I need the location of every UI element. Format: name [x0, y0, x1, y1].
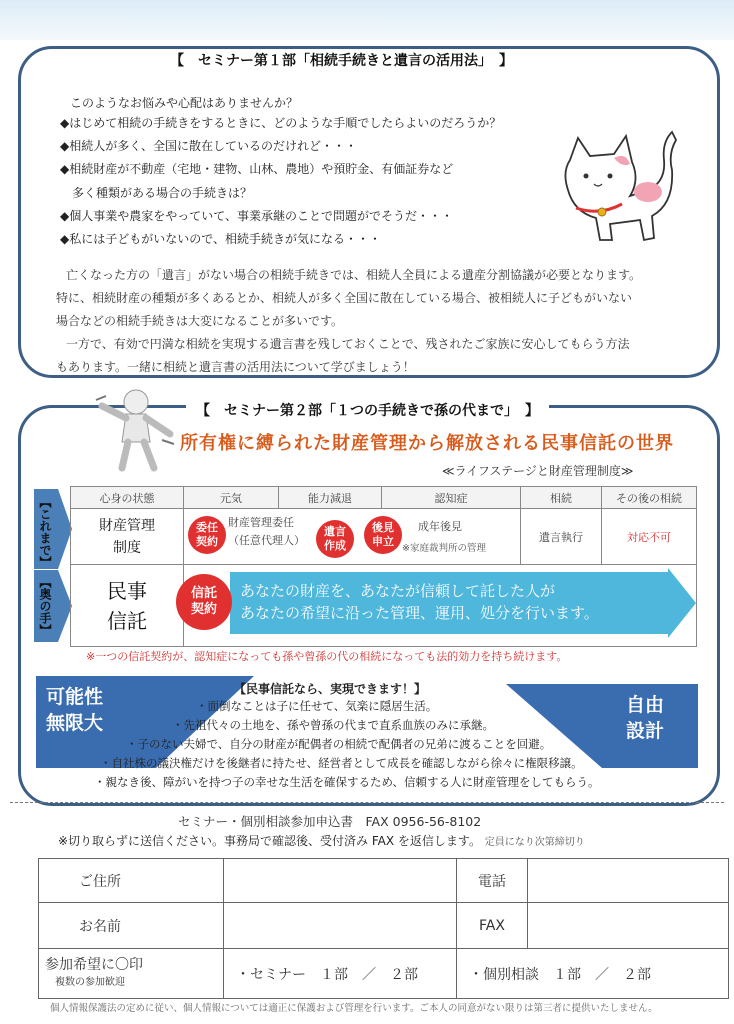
- participation-label: 参加希望に〇印: [45, 956, 143, 973]
- part1-title: 【 セミナー第１部「相続手続きと遺言の活用法」 】: [160, 50, 523, 70]
- row-label-property-management: 財産管理 制度: [71, 509, 184, 565]
- bullet-item: ◆個人事業や農家をやっていて、事業承継のことで問題がでそうだ・・・: [60, 208, 453, 223]
- trust-arrow-line2: あなたの希望に沿った管理、運用、処分を行います。: [240, 604, 599, 622]
- cell-inheritance: 遺言執行: [521, 509, 602, 565]
- col-header: 認知症: [382, 487, 521, 509]
- cat-illustration: [540, 120, 690, 250]
- breaking-chains-figure: [92, 384, 178, 474]
- cando-title: 【民事信託なら、実現できます！】: [234, 682, 427, 696]
- part1-bullet-list: [60, 112, 501, 251]
- address-label: ご住所: [39, 859, 224, 903]
- cut-line: [10, 802, 724, 803]
- form-note-deadline: 定員になり次第締切り: [484, 837, 585, 848]
- name-label: お名前: [39, 903, 224, 949]
- row-label-civil-trust: 民事 信託: [71, 565, 184, 647]
- part2-title: 【 セミナー第２部「１つの手続きで孫の代まで」 】: [186, 400, 549, 420]
- phone-field[interactable]: [528, 859, 729, 903]
- bullet-item: ◆私には子どもがいないので、相続手続きが気になる・・・: [60, 232, 381, 247]
- form-title: セミナー・個別相談参加申込書 FAX 0956-56-8102: [178, 814, 482, 829]
- bullet-item: ◆はじめて相続の手続きをするときに、どのような手順でしたらよいのだろうか？: [60, 116, 502, 130]
- top-band: [0, 0, 734, 40]
- text-court-note: ※家庭裁判所の管理: [402, 543, 486, 554]
- cando-item: ・親なき後、障がいを持つ子の幸せな生活を確保するため、信頼する人に財産管理をしてもらう。: [94, 775, 600, 789]
- left-banner-text: 可能性 無限大: [46, 686, 104, 734]
- application-form: [38, 858, 729, 999]
- cando-item: ・面倒なことは子に任せて、気楽に隠居生活。: [196, 699, 438, 713]
- text-delegation: 財産管理委任 （任意代理人）: [228, 516, 305, 547]
- form-note: [58, 832, 585, 849]
- col-header: 心身の状態: [71, 487, 184, 509]
- trust-note: ※一つの信託契約が、認知症になっても孫や曾孫の代の相続になっても法的効力を持ち続けます。: [86, 650, 568, 663]
- cando-item: ・自社株の議決権だけを後継者に持たせ、経営者として成長を確認しながら徐々に権限移譲。: [100, 756, 583, 770]
- band-label-trump: 【奥の手】: [38, 576, 52, 636]
- form-row-address: [39, 859, 729, 903]
- right-banner-text: 自由 設計: [626, 694, 665, 742]
- consult-option[interactable]: ・個別相談 １部 ／ ２部: [457, 949, 729, 999]
- circle-trust-contract: 信託 契約: [176, 574, 232, 630]
- col-header: 相続: [521, 487, 602, 509]
- seminar-option[interactable]: ・セミナー １部 ／ ２部: [224, 949, 457, 999]
- part1-para2-line1: 一方で、有効で円満な相続を実現する遺言書を残しておくことで、残されたご家族に安心してもらう方法: [66, 337, 630, 351]
- fax-label: FAX: [457, 903, 528, 949]
- cando-item: ・先祖代々の土地を、孫や曾孫の代まで直系血族のみに承継。: [172, 718, 494, 732]
- form-row-participation: [39, 949, 729, 999]
- phone-label: 電話: [457, 859, 528, 903]
- participation-label-cell: [39, 949, 224, 999]
- circle-guardianship-petition: 後見 申立: [364, 516, 402, 554]
- text-adult-guardianship: 成年後見: [418, 520, 462, 533]
- band-label-previous: 【これまで】: [38, 496, 52, 568]
- part2-subhead: ≪ライフステージと財産管理制度≫: [442, 464, 634, 478]
- address-field[interactable]: [224, 859, 457, 903]
- part1-para1-line3: 場合などの相続手続きは大変になることが多いです。: [56, 314, 344, 328]
- part1-para2-line2: もあります。一緒に相続と遺言書の活用法について学びましょう！: [56, 360, 415, 374]
- part1-intro: このようなお悩みや心配はありませんか？: [70, 96, 299, 110]
- privacy-footer: 個人情報保護法の定めに従い、個人情報については適正に保護および管理を行います。ご本人の同意がない限りは第三者に提供いたしません。: [50, 1003, 658, 1014]
- trust-arrow-line1: あなたの財産を、あなたが信頼して託した人が: [240, 582, 556, 600]
- bullet-item-continued: 多く種類がある場合の手続きは？: [72, 185, 253, 200]
- name-field[interactable]: [224, 903, 457, 949]
- col-header: 能力減退: [279, 487, 382, 509]
- bullet-item: ◆相続人が多く、全国に散在しているのだけれど・・・: [60, 139, 357, 154]
- bullet-item: ◆相続財産が不動産（宅地・建物、山林、農地）や預貯金、有価証券など: [60, 162, 454, 177]
- part1-para1-line1: 亡くなった方の「遺言」がない場合の相続手続きでは、相続人全員による遺産分割協議が必要となります。: [66, 268, 642, 282]
- participation-sublabel: 複数の参加歓迎: [55, 976, 125, 988]
- circle-will-creation: 遺言 作成: [316, 520, 354, 558]
- table-header-row: [71, 487, 697, 509]
- circle-delegation-contract: 委任 契約: [188, 516, 226, 554]
- part1-para1-line2: 特に、相続財産の種類が多くあるとか、相続人が多く全国に散在している場合、被相続人に子どもがいない: [56, 291, 633, 305]
- fax-field[interactable]: [528, 903, 729, 949]
- form-note-text: ※切り取らずに送信ください。事務局で確認後、受付済み FAX を返信します。: [58, 834, 481, 848]
- part2-headline: 所有権に縛られた財産管理から解放される民事信託の世界: [180, 433, 674, 454]
- col-header: その後の相続: [602, 487, 697, 509]
- form-row-name: [39, 903, 729, 949]
- col-header: 元気: [184, 487, 279, 509]
- cell-after: 対応不可: [602, 509, 697, 565]
- cando-item: ・子のない夫婦で、自分の財産が配偶者の相続で配偶者の兄弟に渡ることを回避。: [126, 737, 552, 751]
- trust-arrow-text: [240, 580, 599, 624]
